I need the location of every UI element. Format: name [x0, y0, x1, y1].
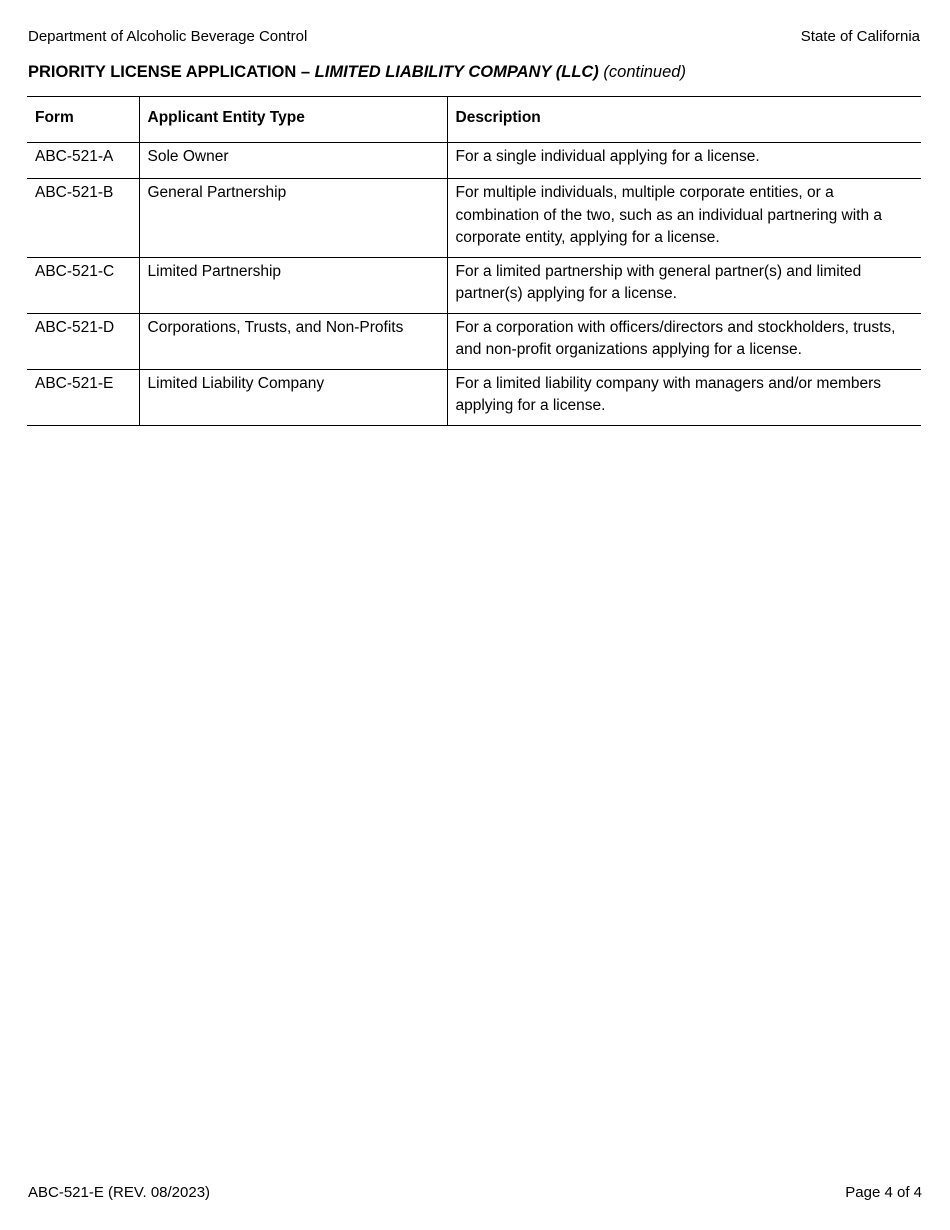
department-name: Department of Alcoholic Beverage Control [28, 28, 308, 45]
table-row [27, 313, 921, 369]
description-cell: For a limited liability company with managers and/or members applying for a license. [447, 369, 921, 425]
table-row [27, 369, 921, 425]
form-cell: ABC-521-A [27, 143, 139, 179]
title-continued: (continued) [598, 63, 686, 81]
description-cell: For a single individual applying for a license. [447, 143, 921, 179]
entity-type-cell: Limited Liability Company [139, 369, 447, 425]
column-header-description: Description [447, 97, 921, 143]
entity-type-cell: Limited Partnership [139, 257, 447, 313]
page-number: Page 4 of 4 [845, 1184, 922, 1201]
form-cell: ABC-521-B [27, 179, 139, 258]
form-cell: ABC-521-D [27, 313, 139, 369]
table-row [27, 257, 921, 313]
entity-type-cell: Sole Owner [139, 143, 447, 179]
form-cell: ABC-521-E [27, 369, 139, 425]
table-row [27, 143, 921, 179]
state-name: State of California [800, 28, 920, 45]
title-entity: LIMITED LIABILITY COMPANY (LLC) [314, 63, 599, 81]
description-cell: For a limited partnership with general partner(s) and limited partner(s) applying for a license. [447, 257, 921, 313]
table-row [27, 179, 921, 258]
page-title [28, 63, 686, 82]
entity-type-cell: Corporations, Trusts, and Non-Profits [139, 313, 447, 369]
title-main: PRIORITY LICENSE APPLICATION – [28, 63, 315, 81]
forms-table [27, 96, 921, 426]
form-revision-id: ABC-521-E (REV. 08/2023) [28, 1184, 211, 1201]
entity-type-cell: General Partnership [139, 179, 447, 258]
column-header-form: Form [27, 97, 139, 143]
form-cell: ABC-521-C [27, 257, 139, 313]
column-header-entity-type: Applicant Entity Type [139, 97, 447, 143]
table-header-row [27, 97, 921, 143]
description-cell: For multiple individuals, multiple corporate entities, or a combination of the two, such as an individual partnering with a corporate entity, applying for a license. [447, 179, 921, 258]
description-cell: For a corporation with officers/directors and stockholders, trusts, and non-profit organizations applying for a license. [447, 313, 921, 369]
